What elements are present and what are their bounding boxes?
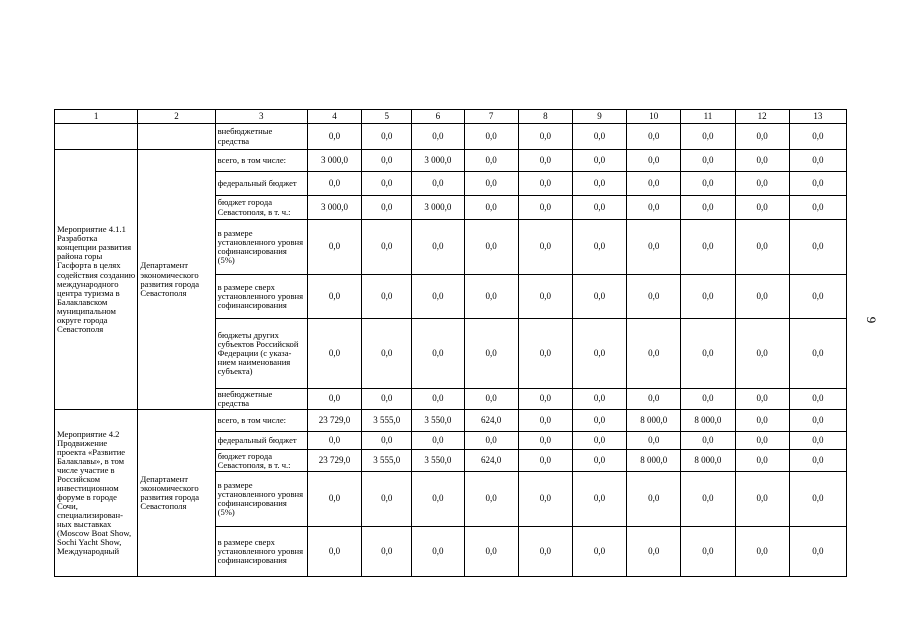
value-cell: 0,0: [735, 450, 789, 472]
value-cell: 0,0: [412, 472, 464, 527]
value-cell: 0,0: [464, 196, 518, 220]
col-header: 4: [307, 110, 361, 124]
funding-source-cell: бюджет города Севастополя, в т. ч.:: [215, 450, 307, 472]
value-cell: 23 729,0: [307, 450, 361, 472]
col-header: 8: [518, 110, 572, 124]
value-cell: 624,0: [464, 450, 518, 472]
value-cell: 0,0: [681, 220, 735, 275]
value-cell: 624,0: [464, 410, 518, 432]
funding-source-cell: в размере сверх установленного уровня софинансирования: [215, 527, 307, 577]
value-cell: 0,0: [572, 275, 626, 319]
value-cell: 0,0: [681, 150, 735, 172]
value-cell: 8 000,0: [627, 450, 681, 472]
value-cell: 0,0: [464, 124, 518, 150]
value-cell: 3 555,0: [362, 410, 412, 432]
value-cell: 0,0: [518, 172, 572, 196]
col-header: 3: [215, 110, 307, 124]
value-cell: 0,0: [627, 150, 681, 172]
funding-source-cell: в размере сверх установленного уровня софинансирования: [215, 275, 307, 319]
value-cell: 0,0: [572, 389, 626, 410]
value-cell: 0,0: [681, 472, 735, 527]
value-cell: 0,0: [627, 472, 681, 527]
department-cell: Департамент экономического развития города Севастополя: [138, 410, 215, 577]
value-cell: 0,0: [735, 220, 789, 275]
value-cell: 3 000,0: [307, 150, 361, 172]
value-cell: 3 000,0: [412, 150, 464, 172]
value-cell: 0,0: [362, 472, 412, 527]
col-header: 12: [735, 110, 789, 124]
value-cell: 0,0: [735, 472, 789, 527]
value-cell: 0,0: [464, 220, 518, 275]
value-cell: 0,0: [681, 275, 735, 319]
funding-source-cell: в размере установленного уровня софинансирования (5%): [215, 472, 307, 527]
value-cell: 0,0: [362, 220, 412, 275]
col-header: 5: [362, 110, 412, 124]
value-cell: 0,0: [464, 527, 518, 577]
value-cell: 8 000,0: [681, 410, 735, 432]
value-cell: 0,0: [464, 432, 518, 450]
measure-name-cell: Мероприятие 4.2 Продвижение проекта «Развитие Балаклавы», в том числе участие в Российском инвестиционном форуме в городе Сочи, специализирован-ных выставках (Moscow Boat Show, Sochi Yacht Show, Международный: [55, 410, 138, 577]
value-cell: 0,0: [307, 220, 361, 275]
value-cell: 0,0: [627, 389, 681, 410]
table-row: [55, 150, 847, 172]
value-cell: 0,0: [681, 432, 735, 450]
value-cell: 0,0: [789, 450, 846, 472]
value-cell: 0,0: [735, 410, 789, 432]
value-cell: 0,0: [362, 319, 412, 389]
value-cell: 0,0: [464, 319, 518, 389]
value-cell: 0,0: [789, 275, 846, 319]
value-cell: 0,0: [412, 319, 464, 389]
value-cell: 0,0: [572, 450, 626, 472]
value-cell: 0,0: [627, 275, 681, 319]
value-cell: 0,0: [789, 124, 846, 150]
value-cell: 0,0: [518, 220, 572, 275]
value-cell: 0,0: [789, 150, 846, 172]
table-row: [55, 124, 847, 150]
funding-source-cell: федеральный бюджет: [215, 432, 307, 450]
value-cell: 0,0: [789, 220, 846, 275]
value-cell: 0,0: [412, 275, 464, 319]
value-cell: 0,0: [572, 172, 626, 196]
value-cell: 0,0: [464, 172, 518, 196]
value-cell: 0,0: [464, 275, 518, 319]
value-cell: 0,0: [518, 410, 572, 432]
value-cell: 0,0: [789, 319, 846, 389]
funding-source-cell: всего, в том числе:: [215, 410, 307, 432]
value-cell: 0,0: [518, 196, 572, 220]
value-cell: 0,0: [362, 275, 412, 319]
header-row: [55, 110, 847, 124]
value-cell: 0,0: [572, 432, 626, 450]
value-cell: 0,0: [572, 196, 626, 220]
value-cell: 0,0: [572, 319, 626, 389]
value-cell: 0,0: [518, 275, 572, 319]
value-cell: 0,0: [518, 389, 572, 410]
value-cell: 0,0: [518, 150, 572, 172]
value-cell: 0,0: [681, 389, 735, 410]
value-cell: 0,0: [362, 527, 412, 577]
value-cell: 0,0: [627, 319, 681, 389]
page-number: 9: [864, 316, 879, 324]
value-cell: 0,0: [627, 527, 681, 577]
value-cell: 0,0: [362, 124, 412, 150]
value-cell: 0,0: [307, 275, 361, 319]
value-cell: 3 550,0: [412, 450, 464, 472]
value-cell: 0,0: [307, 432, 361, 450]
col-header: 13: [789, 110, 846, 124]
value-cell: 0,0: [627, 196, 681, 220]
value-cell: 0,0: [572, 220, 626, 275]
value-cell: 0,0: [735, 124, 789, 150]
value-cell: 0,0: [307, 172, 361, 196]
department-cell: Департамент экономического развития города Севастополя: [138, 150, 215, 410]
value-cell: 0,0: [464, 150, 518, 172]
funding-source-cell: внебюджетные средства: [215, 124, 307, 150]
value-cell: 0,0: [362, 196, 412, 220]
value-cell: 0,0: [307, 389, 361, 410]
value-cell: 0,0: [789, 527, 846, 577]
funding-source-cell: внебюджетные средства: [215, 389, 307, 410]
budget-table: [54, 109, 847, 577]
value-cell: 0,0: [735, 432, 789, 450]
value-cell: 0,0: [789, 172, 846, 196]
funding-source-cell: бюджет города Севастополя, в т. ч.:: [215, 196, 307, 220]
value-cell: 0,0: [307, 527, 361, 577]
value-cell: 0,0: [362, 389, 412, 410]
value-cell: 0,0: [362, 150, 412, 172]
col-header: 10: [627, 110, 681, 124]
value-cell: 3 550,0: [412, 410, 464, 432]
value-cell: 0,0: [464, 389, 518, 410]
value-cell: 0,0: [789, 410, 846, 432]
col-header: 1: [55, 110, 138, 124]
value-cell: 0,0: [412, 389, 464, 410]
value-cell: 0,0: [627, 220, 681, 275]
col-header: 9: [572, 110, 626, 124]
value-cell: 0,0: [735, 527, 789, 577]
value-cell: 0,0: [362, 172, 412, 196]
value-cell: 0,0: [412, 220, 464, 275]
value-cell: 0,0: [627, 124, 681, 150]
value-cell: 0,0: [572, 150, 626, 172]
value-cell: 0,0: [681, 196, 735, 220]
value-cell: 3 555,0: [362, 450, 412, 472]
value-cell: 0,0: [464, 472, 518, 527]
value-cell: 0,0: [518, 124, 572, 150]
funding-source-cell: всего, в том числе:: [215, 150, 307, 172]
value-cell: 0,0: [789, 432, 846, 450]
value-cell: 0,0: [681, 527, 735, 577]
value-cell: 0,0: [572, 410, 626, 432]
table-body: [55, 110, 847, 577]
measure-name-cell: [55, 124, 138, 150]
col-header: 11: [681, 110, 735, 124]
value-cell: 0,0: [627, 172, 681, 196]
value-cell: 0,0: [518, 472, 572, 527]
value-cell: 0,0: [572, 472, 626, 527]
value-cell: 3 000,0: [412, 196, 464, 220]
funding-source-cell: федеральный бюджет: [215, 172, 307, 196]
value-cell: 0,0: [681, 124, 735, 150]
value-cell: 0,0: [518, 432, 572, 450]
value-cell: 0,0: [307, 472, 361, 527]
value-cell: 0,0: [735, 172, 789, 196]
value-cell: 0,0: [735, 389, 789, 410]
value-cell: 0,0: [681, 319, 735, 389]
col-header: 2: [138, 110, 215, 124]
value-cell: 0,0: [307, 319, 361, 389]
col-header: 6: [412, 110, 464, 124]
value-cell: 0,0: [789, 389, 846, 410]
value-cell: 0,0: [362, 432, 412, 450]
value-cell: 0,0: [627, 432, 681, 450]
value-cell: 0,0: [572, 527, 626, 577]
value-cell: 0,0: [735, 275, 789, 319]
value-cell: 8 000,0: [681, 450, 735, 472]
value-cell: 0,0: [412, 124, 464, 150]
value-cell: 0,0: [789, 472, 846, 527]
value-cell: 0,0: [735, 196, 789, 220]
funding-source-cell: бюджеты других субъектов Российской Федерации (с указа-нием наименования субъекта): [215, 319, 307, 389]
value-cell: 0,0: [681, 172, 735, 196]
col-header: 7: [464, 110, 518, 124]
value-cell: 0,0: [735, 319, 789, 389]
funding-source-cell: в размере установленного уровня софинансирования (5%): [215, 220, 307, 275]
value-cell: 0,0: [572, 124, 626, 150]
value-cell: 0,0: [789, 196, 846, 220]
value-cell: 23 729,0: [307, 410, 361, 432]
value-cell: 0,0: [412, 527, 464, 577]
measure-name-cell: Мероприятие 4.1.1 Разработка концепции развития района горы Гасфорта в целях содействия созданию международного центра туризма в Балаклавском муниципальном округе города Севастополя: [55, 150, 138, 410]
table-row: [55, 410, 847, 432]
value-cell: 0,0: [518, 319, 572, 389]
value-cell: 0,0: [518, 450, 572, 472]
value-cell: 0,0: [307, 124, 361, 150]
department-cell: [138, 124, 215, 150]
value-cell: 0,0: [412, 172, 464, 196]
value-cell: 8 000,0: [627, 410, 681, 432]
value-cell: 0,0: [412, 432, 464, 450]
value-cell: 3 000,0: [307, 196, 361, 220]
value-cell: 0,0: [518, 527, 572, 577]
value-cell: 0,0: [735, 150, 789, 172]
